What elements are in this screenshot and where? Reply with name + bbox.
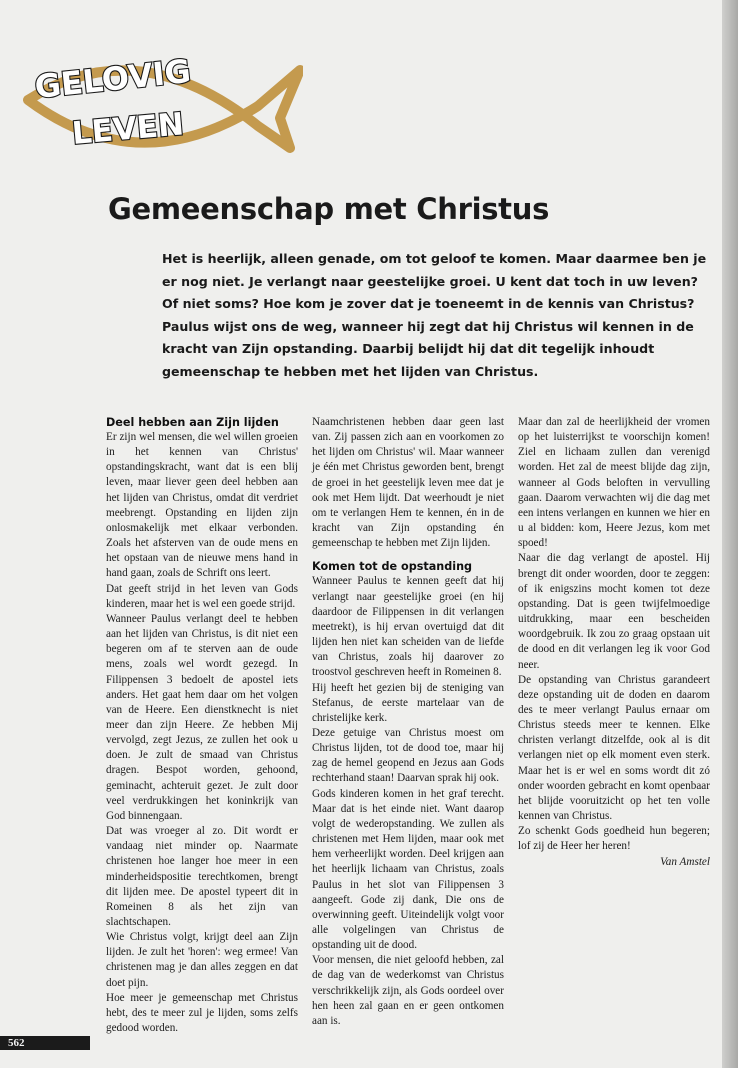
body-paragraph: Zo schenkt Gods goedheid hun begeren; lof zij de Heer her heren! — [518, 825, 710, 853]
logo-line2: LEVEN — [70, 106, 186, 152]
body-paragraph: Hoe meer je gemeenschap met Christus hebt, des te meer zul je lijden, soms zelfs gedood worden. — [106, 991, 298, 1035]
article-intro — [162, 248, 710, 383]
body-paragraph: Naamchristenen hebben daar geen last van. Zij passen zich aan en voorkomen zo het lijden om Christus' wil. Maar wanneer je één met Christus geworden bent, brengt de groei in het geestelijk leven mee dat je ook met Hem lijdt. Dat weerhoudt je niet om te verlangen Hem te kennen, én in de kracht van Zijn opstanding én gemeenschap te hebben met Zijn lijden. — [312, 416, 504, 550]
body-paragraph: Dat was vroeger al zo. Dit wordt er vandaag niet minder op. Naarmate christenen hoe langer hoe meer in een minderheidspositie terechtkomen, brengt dit lijden mee. De apostel typeert dit in Romeinen 8 als het zijn van slachtschapen. — [106, 825, 298, 928]
body-paragraph: Naar die dag verlangt de apostel. Hij brengt dit onder woorden, door te zeggen: of ik enigszins mocht komen tot deze opstanding. Dat is geen twijfelmoedige uitdrukking, maar een bescheiden woordgebruik. Ik zou zo graag opstaan uit de dood en dit verlangen leg ik voor God neer. — [518, 552, 710, 671]
section-heading: Komen tot de opstanding — [312, 560, 473, 574]
body-paragraph: Wanneer Paulus te kennen geeft dat hij verlangt naar geestelijke groei (en hij daardoor de Filippensen in dit verlangen meetrekt), is hij ervan overtuigd dat dit lijden hen niet kan scheiden van de liefde van Christus, zoals hij daarover zo troostvol geschreven heeft in Romeinen 8. — [312, 575, 504, 679]
body-paragraph: Wanneer Paulus verlangt deel te hebben aan het lijden van Christus, is dit niet een begeren om af te sterven aan de oude mens, zoals wel wordt gezegd. In Filippensen 3 bedoelt de apostel iets anders. Het gaat hem daar om het volgen van de Heere. Een dienstknecht is niet meer dan zijn Heere. Ze hebben Mij vervolgd, zegt Jezus, ze zullen het ook u doen. Je zult de smaad van Christus dragen. Bespot worden, gehoond, geminacht, achteruit gezet. Je zult door veel verdrukkingen het koninkrijk van God binnengaan. — [106, 612, 298, 822]
body-paragraph: Maar dan zal de heerlijkheid der vromen op het luisterrijkst te voorschijn komen! Ziel en lichaam zullen dan verenigd worden. Het zal de meest blijde dag zijn, wanneer al Gods beloften in vervulling gaan. Daarom verwachten wij die dag met een intens verlangen en kunnen we hier en u al bidden: kom, Heere Jezus, kom met spoed! — [518, 416, 710, 550]
body-paragraph: Deze getuige van Christus moest om Christus lijden, tot de dood toe, maar hij zag de hemel geopend en Jezus aan Gods rechterhand staan! Daarvan sprak hij ook. — [312, 726, 504, 785]
page-number: 562 — [0, 1036, 90, 1050]
section-heading: Deel hebben aan Zijn lijden — [106, 416, 279, 429]
article-title: Gemeenschap met Christus — [108, 192, 550, 226]
body-paragraph: De opstanding van Christus garandeert deze opstanding uit de doden en daarom des te meer verlangt Paulus ernaar om Christus steeds meer te kennen. Elke christen verlangt ditzelfde, ook al is dit verlangen niet op elk moment even sterk. Maar het is er wel en soms wordt dit zó onder woorden gebracht en komt openbaar het blijde vooruitzicht op het ten volle kennen van Christus. — [518, 673, 710, 823]
page-edge-shadow — [722, 0, 738, 1068]
body-paragraph: Voor mensen, die niet geloofd hebben, zal de dag van de wederkomst van Christus verschrikkelijk zijn, als Gods oordeel over hen heen zal gaan en er geen ontkomen aan is. — [312, 954, 504, 1027]
body-paragraph: Hij heeft het gezien bij de steniging van Stefanus, de eerste martelaar van de christelijke kerk. — [312, 681, 504, 724]
logo-wordmark — [33, 52, 193, 152]
body-paragraph: Wie Christus volgt, krijgt deel aan Zijn lijden. Je zult het 'horen': weg ermee! Van christenen mag je dan alles zeggen en dat doet pijn. — [106, 931, 298, 989]
author-signature: Van Amstel — [660, 855, 710, 868]
ichthys-fish-icon — [18, 48, 303, 158]
logo-line1: GELOVIG — [32, 51, 193, 106]
intro-paragraph: Paulus wijst ons de weg, wanneer hij zegt dat hij Christus wil kennen in de kracht van Zijn opstanding. Daarbij belijdt hij dat dit tegelijk inhoudt gemeenschap te hebben met het lijden van Christus. — [162, 318, 694, 379]
article-body — [106, 415, 710, 1045]
body-paragraph: Dat geeft strijd in het leven van Gods kinderen, maar het is wel een goede strijd. — [106, 582, 298, 610]
intro-paragraph: Het is heerlijk, alleen genade, om tot geloof te komen. Maar daarmee ben je er nog niet. Je verlangt naar geestelijke groei. U kent dat toch in uw leven? Of niet soms? Hoe kom je zover dat je toeneemt in de kennis van Christus? — [162, 251, 707, 311]
body-paragraph: Gods kinderen komen in het graf terecht. Maar dat is het einde niet. Want daarop volgt de wederopstanding. We zullen als christenen met Hem lijden, maar ook met hem verheerlijkt worden. Deel krijgen aan het heerlijk lichaam van Christus, zoals Paulus in het slot van Filippensen 3 aangeeft. Gode zij dank, Die ons de overwinning geeft. Uiteindelijk volgt voor alle volgelingen van Christus de opstanding uit de dood. — [312, 787, 504, 952]
body-paragraph: Er zijn wel mensen, die wel willen groeien in het kennen van Christus' opstandingskracht, want dat is een blij leven, maar liever geen deel hebben aan het lijden van Christus, omdat dit verdriet meebrengt. Opstanding en lijden zijn onlosmakelijk met elkaar verbonden. Zoals het afsterven van de oude mens en het opstaan van de nieuwe mens hand in hand gaan, zoals de Schrift ons leert. — [106, 431, 298, 580]
